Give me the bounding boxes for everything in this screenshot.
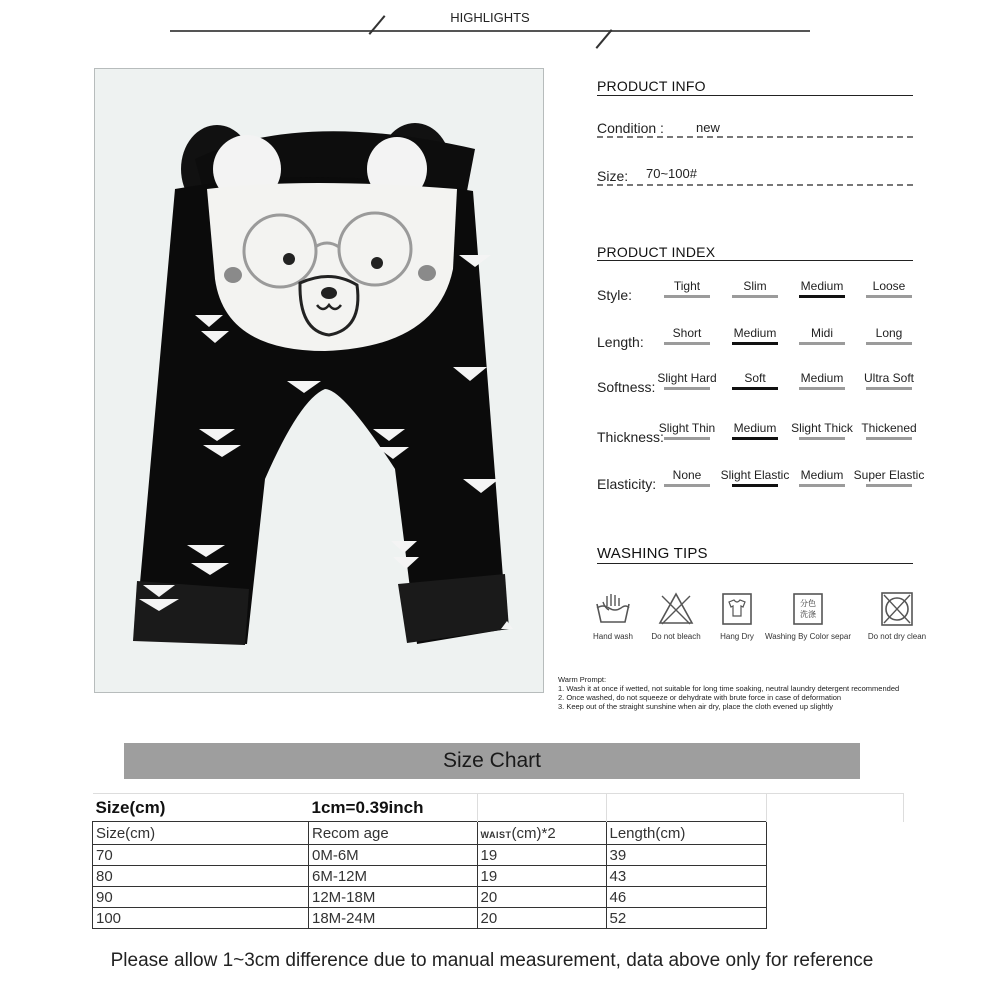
no-bleach-icon xyxy=(656,592,696,626)
index-option-bar xyxy=(799,437,845,440)
index-option-bar-selected xyxy=(732,484,778,487)
cell-length: 43 xyxy=(606,866,766,887)
index-option-bar xyxy=(866,295,912,298)
highlights-slash-right xyxy=(596,29,613,49)
index-option-label: Slim xyxy=(743,279,767,293)
index-option-label: Loose xyxy=(872,279,906,293)
index-option-label: Super Elastic xyxy=(853,468,925,482)
size-chart-spacer xyxy=(766,866,903,887)
table-row xyxy=(93,866,904,887)
index-option-bar xyxy=(866,437,912,440)
size-chart-spacer xyxy=(766,822,903,845)
size-chart-head-row xyxy=(93,794,904,822)
cell-age: 6M-12M xyxy=(309,866,478,887)
index-option-bar xyxy=(799,342,845,345)
index-option-bar xyxy=(664,342,710,345)
condition-label: Condition : xyxy=(597,120,664,136)
cell-length: 39 xyxy=(606,845,766,866)
wash-label: Hang Dry xyxy=(720,632,754,641)
product-info-title: PRODUCT INFO xyxy=(597,78,706,94)
index-option-label: Medium xyxy=(800,468,844,482)
condition-value: new xyxy=(696,120,720,135)
size-chart-head-conversion: 1cm=0.39inch xyxy=(309,794,478,822)
cell-length: 52 xyxy=(606,908,766,929)
highlights-rule xyxy=(170,30,810,32)
wash-item-color-separate xyxy=(763,592,853,641)
hand-wash-icon xyxy=(593,592,633,626)
table-row xyxy=(93,845,904,866)
wash-label: Washing By Color separ xyxy=(765,632,851,641)
column-size: Size(cm) xyxy=(93,822,309,845)
size-chart-table xyxy=(92,793,904,929)
column-waist xyxy=(477,822,606,845)
wash-item-no-dry-clean xyxy=(860,592,934,641)
index-option-label: Tight xyxy=(673,279,701,293)
wash-label: Do not bleach xyxy=(651,632,701,641)
product-info-rule xyxy=(597,95,913,96)
highlights-title: HIGHLIGHTS xyxy=(450,10,530,25)
index-option-bar xyxy=(664,437,710,440)
warm-prompt-line: 3. Keep out of the straight sunshine when air dry, place the cloth evened up slightly xyxy=(558,702,834,711)
cell-age: 18M-24M xyxy=(309,908,478,929)
no-dry-clean-icon xyxy=(877,592,917,626)
index-option-bar xyxy=(664,387,710,390)
index-option-label: Medium xyxy=(733,421,777,435)
index-option-label: Ultra Soft xyxy=(863,371,914,385)
size-chart-spacer xyxy=(766,845,903,866)
index-option-label: None xyxy=(672,468,702,482)
table-row xyxy=(93,908,904,929)
column-recom-age: Recom age xyxy=(309,822,478,845)
index-option-label: Slight Thick xyxy=(791,421,853,435)
wash-label: Hand wash xyxy=(592,632,634,641)
size-chart-head-blank xyxy=(477,794,606,822)
index-row-label: Softness: xyxy=(597,379,656,395)
index-option-bar xyxy=(664,295,710,298)
cell-age: 0M-6M xyxy=(309,845,478,866)
product-photo xyxy=(94,68,544,693)
index-option-label: Slight Hard xyxy=(657,371,717,385)
table-row xyxy=(93,887,904,908)
index-option-bar-selected xyxy=(732,387,778,390)
size-chart-head-blank xyxy=(606,794,766,822)
cell-waist: 20 xyxy=(477,908,606,929)
index-option-bar-selected xyxy=(799,295,845,298)
warm-prompt-line: 1. Wash it at once if wetted, not suitable for long time soaking, neutral laundry detergent recommended xyxy=(558,684,900,693)
washing-tips-rule xyxy=(597,563,913,564)
index-option-bar-selected xyxy=(732,437,778,440)
column-waist-unit: (cm)*2 xyxy=(511,824,556,842)
cell-size: 100 xyxy=(93,908,309,929)
index-option-label: Soft xyxy=(744,371,766,385)
index-option-bar xyxy=(732,295,778,298)
index-option-label: Midi xyxy=(810,326,833,340)
index-option-bar xyxy=(866,484,912,487)
index-row-label: Style: xyxy=(597,287,633,303)
product-index-title: PRODUCT INDEX xyxy=(597,244,716,260)
cell-age: 12M-18M xyxy=(309,887,478,908)
index-option-bar xyxy=(799,387,845,390)
product-index-rule xyxy=(597,260,913,261)
index-option-bar xyxy=(866,387,912,390)
column-length: Length(cm) xyxy=(606,822,766,845)
warm-prompt xyxy=(558,675,899,711)
size-value: 70~100# xyxy=(646,166,697,181)
cell-waist: 20 xyxy=(477,887,606,908)
cell-size: 80 xyxy=(93,866,309,887)
index-option-label: Medium xyxy=(800,371,844,385)
size-chart-title: Size Chart xyxy=(124,743,860,779)
size-chart-spacer xyxy=(766,887,903,908)
cell-waist: 19 xyxy=(477,866,606,887)
warm-prompt-line: 2. Once washed, do not squeeze or dehydrate with brute force in case of deformation xyxy=(558,693,842,702)
cell-size: 70 xyxy=(93,845,309,866)
wash-label: Do not dry clean xyxy=(867,632,927,641)
size-chart-head-size: Size(cm) xyxy=(93,794,309,822)
column-waist-label: WAIST xyxy=(480,829,512,840)
index-option-bar xyxy=(866,342,912,345)
size-chart-head-blank xyxy=(766,794,903,822)
warm-prompt-heading: Warm Prompt: xyxy=(558,675,607,684)
index-row-label: Length: xyxy=(597,334,644,350)
index-row-label: Thickness: xyxy=(597,429,664,445)
index-option-label: Medium xyxy=(733,326,777,340)
index-option-bar-selected xyxy=(732,342,778,345)
size-chart-note: Please allow 1~3cm difference due to manual measurement, data above only for reference xyxy=(110,950,874,971)
index-option-bar xyxy=(799,484,845,487)
condition-dash-rule xyxy=(597,136,913,138)
index-option-label: Medium xyxy=(800,279,844,293)
index-option-label: Slight Thin xyxy=(658,421,716,435)
cell-waist: 19 xyxy=(477,845,606,866)
svg-text:洗涤: 洗涤 xyxy=(800,610,816,619)
size-label: Size: xyxy=(597,168,629,184)
index-option-label: Thickened xyxy=(861,421,917,435)
size-chart-spacer xyxy=(766,908,903,929)
index-option-label: Short xyxy=(672,326,702,340)
size-chart-columns-row xyxy=(93,822,904,845)
color-separate-icon xyxy=(788,592,828,626)
cell-length: 46 xyxy=(606,887,766,908)
svg-text:分色: 分色 xyxy=(800,599,816,608)
washing-tips-title: WASHING TIPS xyxy=(597,545,708,562)
index-option-label: Long xyxy=(875,326,903,340)
hang-dry-icon xyxy=(717,592,757,626)
size-dash-rule xyxy=(597,184,913,186)
cell-size: 90 xyxy=(93,887,309,908)
index-option-bar xyxy=(664,484,710,487)
index-option-label: Slight Elastic xyxy=(720,468,790,482)
index-row-label: Elasticity: xyxy=(597,476,657,492)
